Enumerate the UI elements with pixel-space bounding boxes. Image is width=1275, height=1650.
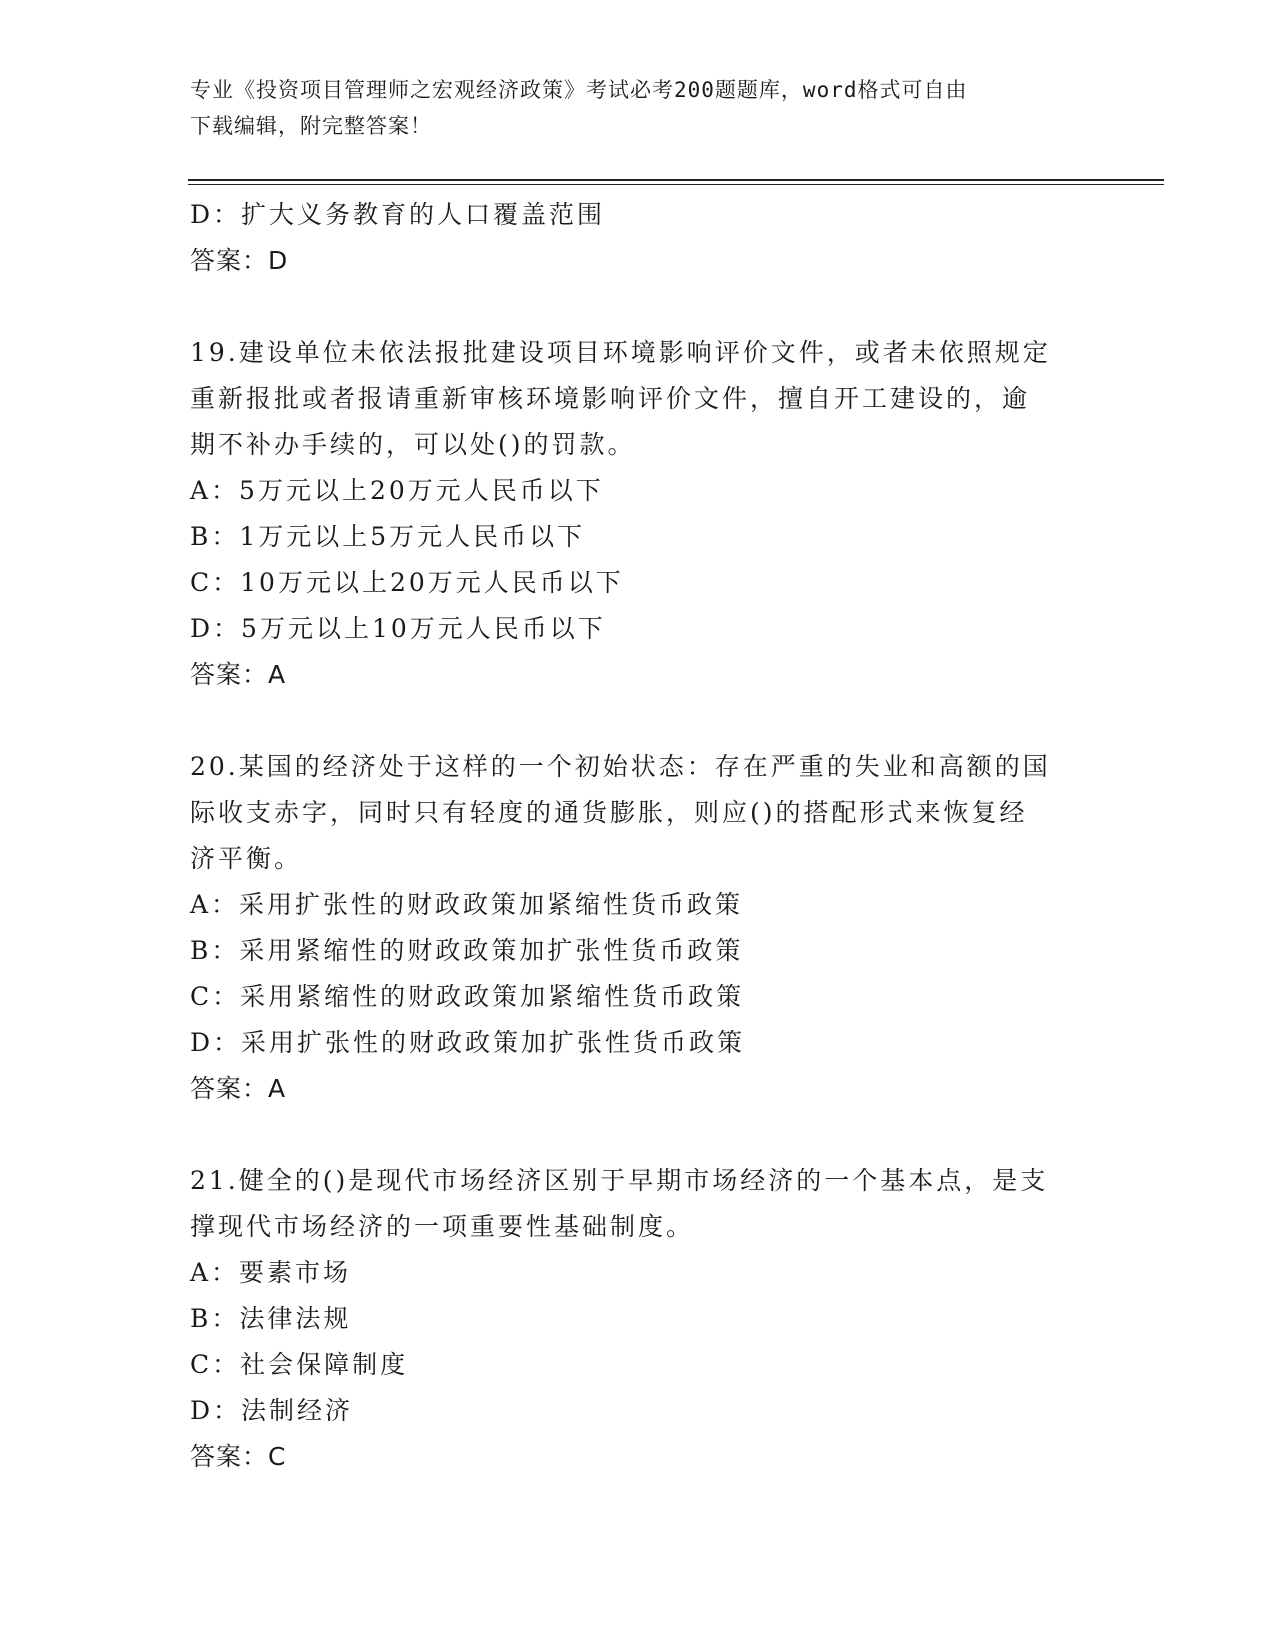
option-c: C：10万元以上20万元人民币以下: [190, 568, 624, 597]
option-b: B：法律法规: [190, 1304, 352, 1333]
answer-line: 答案：D: [190, 246, 289, 275]
option-d: D：扩大义务教育的人口覆盖范围: [190, 200, 606, 229]
option-b: B：1万元以上5万元人民币以下: [190, 522, 586, 551]
option-b: B：采用紧缩性的财政政策加扩张性货币政策: [190, 936, 744, 965]
question-20: [190, 744, 1090, 1112]
header-line-2: 下载编辑，附完整答案！: [190, 114, 432, 138]
question-stem-line: 期不补办手续的，可以处()的罚款。: [190, 430, 636, 459]
option-a: A：采用扩张性的财政政策加紧缩性货币政策: [190, 890, 744, 919]
document-body: [190, 192, 1090, 1480]
option-c: C：社会保障制度: [190, 1350, 409, 1379]
spacer: [190, 1112, 1090, 1158]
header-line-1: 专业《投资项目管理师之宏观经济政策》考试必考200题题库，word格式可自由: [190, 78, 968, 102]
question-stem-line: 19.建设单位未依法报批建设项目环境影响评价文件，或者未依照规定: [190, 338, 1051, 367]
document-header: [190, 72, 1070, 144]
question-19: [190, 330, 1090, 698]
option-d: D：法制经济: [190, 1396, 354, 1425]
answer-line: 答案：C: [190, 1442, 287, 1471]
question-stem-line: 际收支赤字，同时只有轻度的通货膨胀，则应()的搭配形式来恢复经: [190, 798, 1028, 827]
question-stem-line: 21.健全的()是现代市场经济区别于早期市场经济的一个基本点，是支: [190, 1166, 1049, 1195]
question-stem-line: 撑现代市场经济的一项重要性基础制度。: [190, 1212, 695, 1241]
question-stem-line: 济平衡。: [190, 844, 303, 873]
spacer: [190, 698, 1090, 744]
spacer: [190, 284, 1090, 330]
answer-line: 答案：A: [190, 1074, 287, 1103]
option-c: C：采用紧缩性的财政政策加紧缩性货币政策: [190, 982, 745, 1011]
question-stem-line: 20.某国的经济处于这样的一个初始状态：存在严重的失业和高额的国: [190, 752, 1051, 781]
option-d: D：5万元以上10万元人民币以下: [190, 614, 606, 643]
question-stem-line: 重新报批或者报请重新审核环境影响评价文件，擅自开工建设的，逾: [190, 384, 1031, 413]
header-rule-thin: [188, 184, 1164, 185]
answer-line: 答案：A: [190, 660, 287, 689]
question-21: [190, 1158, 1090, 1480]
option-d: D：采用扩张性的财政政策加扩张性货币政策: [190, 1028, 746, 1057]
header-rule-thick: [188, 179, 1164, 181]
option-a: A：5万元以上20万元人民币以下: [190, 476, 604, 505]
option-a: A：要素市场: [190, 1258, 352, 1287]
